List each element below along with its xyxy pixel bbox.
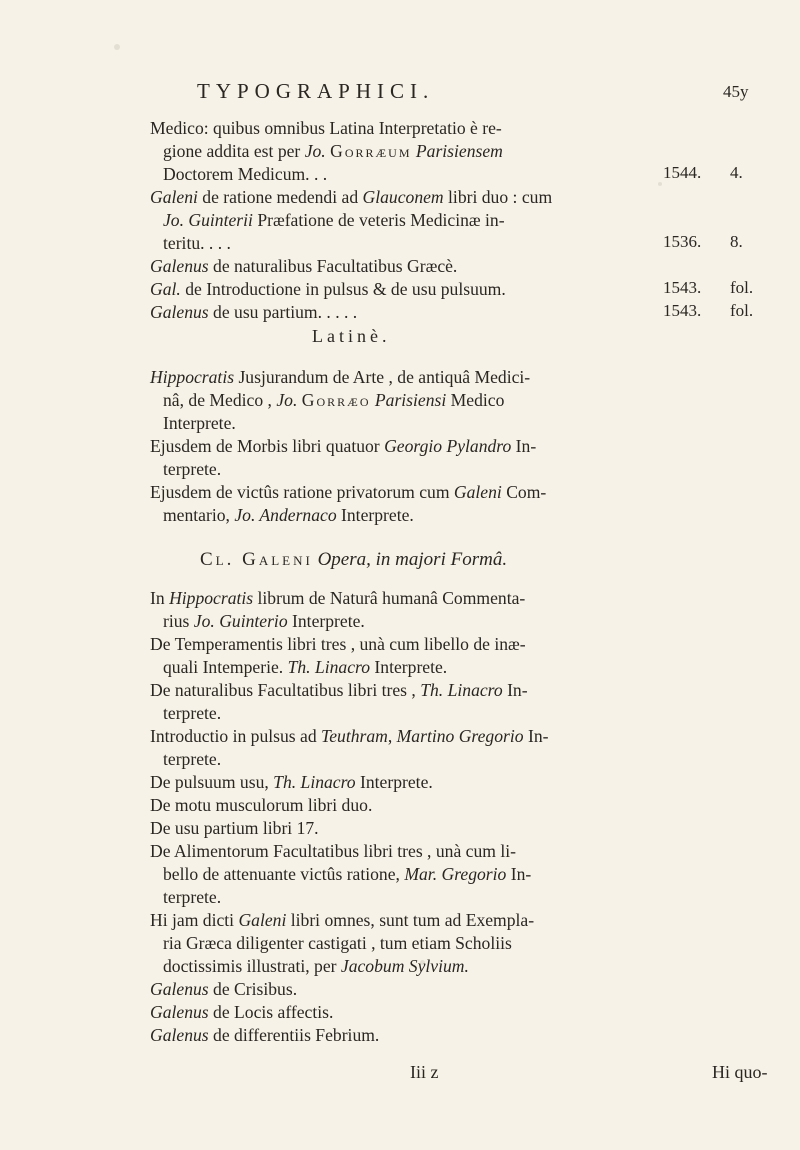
paper-stain [658,182,662,186]
entry-line [150,301,680,324]
entry-text: de differentiis Febrium. [208,1025,380,1045]
entry-text: doctissimis illustrati, per [163,956,341,976]
imprint-year: 1543. [663,278,702,297]
entry-line [150,366,680,389]
entry-line [150,140,680,163]
entry-text: de Locis affectis. [208,1002,334,1022]
signature-mark: Iii z [410,1062,439,1082]
entry-text: Interprete. [163,413,236,433]
entry-line [150,435,680,458]
entry-smallcaps-text: Gorræo [301,390,371,410]
paper-stain [114,44,120,50]
entry-text: rius [163,611,194,631]
entry-italic-text: Mar. Gregorio [404,864,507,884]
paper-stain [420,960,425,965]
entry-text: Præfatione de veteris Medicinæ in- [252,210,505,230]
entry-text: Interprete. [287,611,365,631]
entry-text: Introductio in pulsus ad [150,726,322,746]
book-format: fol. [730,301,754,320]
entry-text: Jusjurandum de Arte , de antiquâ Medici- [234,367,531,387]
book-format: 4. [730,163,743,182]
entry-line [150,117,680,140]
entry-text: de usu partium. [208,302,323,322]
entry-line [150,978,680,1001]
entry-text: In- [523,726,549,746]
entry-italic-text: Galeni [238,910,287,930]
entry-line [150,1024,680,1047]
entry-italic-text: Galenus [150,1025,209,1045]
entry-text: librum de Naturâ humanâ Commenta- [253,588,526,608]
entry-italic-text: Jo. [304,141,326,161]
entry-line [150,255,680,278]
entry-text: mentario, [163,505,235,525]
entry-line [150,771,680,794]
entry-italic-text: Galeni [150,187,198,207]
entry-text: nâ, de Medico , [163,390,277,410]
entry-text: In- [506,864,532,884]
entry-line [150,794,680,817]
entry-italic-text: Parisiensi [374,390,447,410]
subheading-prefix: Cl. Galeni [200,549,313,570]
entry-line [150,504,680,527]
entry-line [150,1001,680,1024]
running-head: TYPOGRAPHICI. [197,79,435,103]
entry-text: terprete. [163,887,222,907]
imprint-year: 1544. [663,163,702,182]
entry-line [150,886,680,909]
imprint-year: 1543. [663,301,702,320]
entry-line [150,748,680,771]
book-format: 8. [730,232,743,251]
entry-text: De Alimentorum Facultatibus libri tres , unà cum li- [150,841,516,861]
entry-text: libri omnes, sunt tum ad Exempla- [286,910,535,930]
subheading-suffix: , in majori Formâ. [366,549,508,570]
entry-text: De Temperamentis libri tres , unà cum libello de inæ- [150,634,526,654]
entry-line [150,633,680,656]
entry-line [150,186,680,209]
entry-text: de Introductione in pulsus & de usu pulsuum. [180,279,506,299]
entry-text: In- [511,436,537,456]
entry-text: terprete. [163,703,222,723]
entry-line [150,817,680,840]
entry-text: , [387,726,397,746]
entry-text: Hi jam dicti [150,910,239,930]
entry-text: terprete. [163,749,222,769]
entry-line [150,909,680,932]
entry-line [150,932,680,955]
entry-text: ria Græca diligenter castigati , tum etiam Scholiis [163,933,512,953]
entry-italic-text: Jo. [276,390,298,410]
entry-text: de Crisibus. [208,979,298,999]
imprint-year: 1536. [663,232,702,251]
entry-line [150,209,680,232]
entry-line [150,278,680,301]
entry-smallcaps-text: Gorræum [330,141,412,161]
entry-italic-text: Jo. Guinterii [163,210,253,230]
entry-italic-text: Galenus [150,256,209,276]
catalogue-entries-galen-opera [150,587,680,1047]
entry-text: Com- [501,482,547,502]
entry-line [150,587,680,610]
entry-text: bello de attenuante victûs ratione, [163,864,405,884]
entry-italic-text: Parisiensem [415,141,503,161]
leader-dots: . . . [204,233,231,253]
entry-line [150,163,680,186]
entry-text: Doctorem Medicum. [163,164,310,184]
entry-text: teritu. [163,233,205,253]
leader-dots: . . . . [322,302,358,322]
section-heading-latine: Latinè. [312,326,391,346]
entry-line [150,232,680,255]
entry-line [150,955,680,978]
entry-text: In- [502,680,528,700]
entry-italic-text: Hippocratis [150,367,235,387]
entry-italic-text: Jacobum Sylvium. [340,956,469,976]
entry-italic-text: Galenus [150,979,209,999]
entry-italic-text: Georgio Pylandro [384,436,512,456]
book-format: fol. [730,278,754,297]
entry-line [150,863,680,886]
entry-italic-text: Jo. Andernaco [234,505,337,525]
entry-text: Medico [446,390,505,410]
entry-text: quali Intemperie. [163,657,288,677]
entry-line [150,702,680,725]
entry-italic-text: Galenus [150,302,209,322]
entry-italic-text: Th. Linacro [273,772,356,792]
entry-line [150,610,680,633]
entry-line [150,458,680,481]
catchword: Hi quo- [712,1062,768,1082]
entry-line [150,412,680,435]
entry-text: Interprete. [370,657,448,677]
entry-text: De naturalibus Facultatibus libri tres , [150,680,421,700]
entry-text: Interprete. [336,505,414,525]
entry-line [150,389,680,412]
leader-dots: . . [309,164,328,184]
entry-italic-text: Glauconem [362,187,444,207]
entry-text: de naturalibus Facultatibus Græcè. [208,256,458,276]
entry-text: Medico: quibus omnibus Latina Interpretatio è re- [150,118,502,138]
entry-italic-text: Galeni [453,482,502,502]
entry-text: terprete. [163,459,222,479]
entry-line [150,840,680,863]
entry-text: gione addita est per [163,141,305,161]
entry-text: Ejusdem de Morbis libri quatuor [150,436,385,456]
catalogue-entries-greek [150,117,680,324]
entry-italic-text: Teuthram [321,726,388,746]
entry-italic-text: Galenus [150,1002,209,1022]
subheading-title: Opera [317,549,367,570]
entry-text: Interprete. [355,772,433,792]
entry-italic-text: Th. Linacro [420,680,503,700]
entry-italic-text: Martino Gregorio [396,726,524,746]
entry-italic-text: Gal. [150,279,181,299]
entry-italic-text: Hippocratis [169,588,254,608]
entry-line [150,656,680,679]
entry-text: Ejusdem de victûs ratione privatorum cum [150,482,454,502]
entry-line [150,679,680,702]
entry-text: De pulsuum usu, [150,772,274,792]
entry-line [150,725,680,748]
entry-text: De motu musculorum libri duo. [150,795,373,815]
entry-text: De usu partium libri 17. [150,818,319,838]
entry-text: de ratione medendi ad [197,187,363,207]
entry-italic-text: Th. Linacro [287,657,371,677]
entry-text: In [150,588,170,608]
page-number: 45y [723,82,749,101]
subheading-galeni-opera [200,549,507,571]
entry-italic-text: Jo. Guinterio [193,611,288,631]
entry-line [150,481,680,504]
entry-text: libri duo : cum [443,187,553,207]
catalogue-entries-latin [150,366,680,527]
